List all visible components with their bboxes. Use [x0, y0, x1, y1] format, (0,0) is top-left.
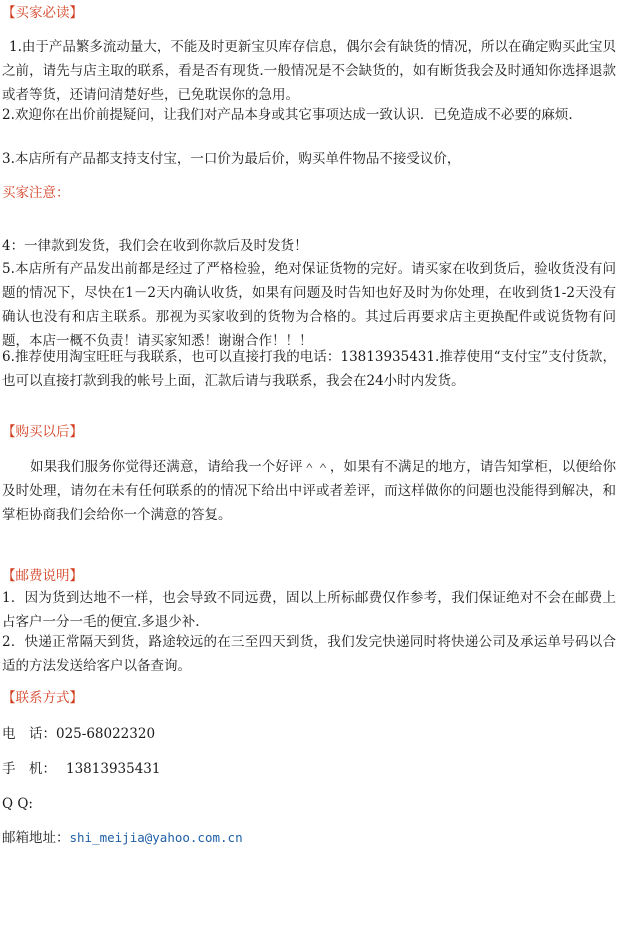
- after-purchase-text: 如果我们服务你觉得还满意，请给我一个好评＾＾，如果有不满足的地方，请告知掌柜，以便给你及时处理，请勿在未有任何联系的的情况下给出中评或者差评，而这样做你的问题也没能得到解决，和掌柜协商我们会给你一个满意的答复。: [2, 459, 616, 523]
- contact-mobile-row: [2, 757, 160, 781]
- attention-item-6: 6.推荐使用淘宝旺旺与我联系，也可以直接打我的电话：13813935431.推荐使用“支付宝”支付货款，也可以直接打款到我的帐号上面，汇款后请与我联系，我会在24小时内发货。: [2, 349, 616, 389]
- attention-item-5: 5.本店所有产品发出前都是经过了严格检验，绝对保证货物的完好。请买家在收到货后，验收货没有问题的情况下，尽快在1－2天内确认收货，如果有问题及时告知也好及时为你处理，在收到货1-2天没有确认也没有和店主联系。那视为买家收到的货物为合格的。其过后再要求店主更换配件或说货物有问题，本店一概不负责！请买家知悉！谢谢合作！！！: [2, 261, 616, 349]
- section-heading-attention: 买家注意：: [2, 185, 70, 201]
- contact-email-row: [2, 826, 243, 850]
- attention-item-4: 4：一律款到发货，我们会在收到你款后及时发货！: [2, 238, 308, 254]
- notice-item-2: 2.欢迎你在出价前提疑问，让我们对产品本身或其它事项达成一致认识．已免造成不必要的麻烦.: [2, 107, 573, 123]
- shipping-item-2: 2．快递正常隔天到货，路途较远的在三至四天到货，我们发完快递同时将快递公司及承运单号码以合适的方法发送给客户以备查询。: [2, 634, 616, 674]
- section-heading-shipping: 【邮费说明】: [2, 568, 83, 584]
- phone-label: 电 话：: [2, 726, 56, 742]
- qq-label: Q Q:: [2, 796, 33, 812]
- section-heading-must-read: 【买家必读】: [2, 5, 83, 21]
- phone-value: 025-68022320: [56, 726, 156, 742]
- mobile-label: 手 机：: [2, 761, 56, 777]
- section-heading-contact: 【联系方式】: [2, 690, 83, 706]
- email-label: 邮箱地址：: [2, 830, 70, 846]
- contact-phone-row: [2, 722, 155, 746]
- notice-item-3: 3.本店所有产品都支持支付宝，一口价为最后价，购买单件物品不接受议价，: [2, 151, 461, 167]
- mobile-value: 13813935431: [66, 761, 161, 777]
- shipping-item-1: 1．因为货到达地不一样，也会导致不同远费，固以上所标邮费仅作参考，我们保证绝对不会在邮费上占客户一分一毛的便宜.多退少补.: [2, 590, 616, 630]
- contact-qq-row: [2, 792, 33, 816]
- email-link[interactable]: shi_meijia@yahoo.com.cn: [69, 830, 243, 845]
- section-heading-after-purchase: 【购买以后】: [2, 424, 83, 440]
- notice-item-1: 1.由于产品繁多流动量大，不能及时更新宝贝库存信息，偶尔会有缺货的情况，所以在确定购买此宝贝之前，请先与店主取的联系，看是否有现货.一般情况是不会缺货的，如有断货我会及时通知你选择退款或者等货，还请问清楚好些，已免耽误你的急用。: [2, 39, 616, 103]
